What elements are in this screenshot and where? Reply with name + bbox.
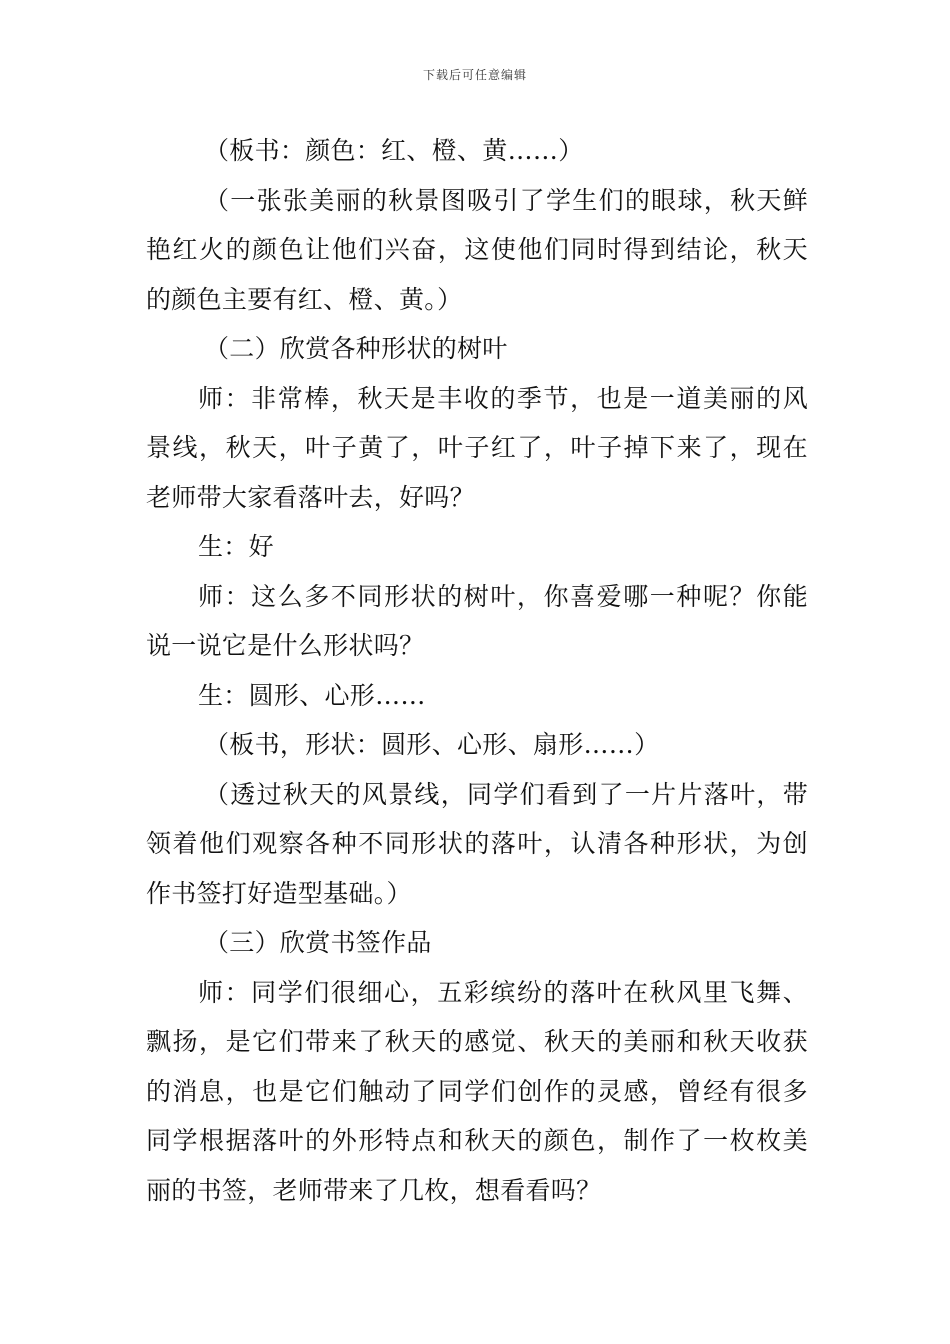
paragraph-board-colors bbox=[146, 126, 808, 176]
section-heading-3 bbox=[146, 918, 808, 968]
paragraph-note-autumn-pictures bbox=[146, 176, 808, 325]
text-line: 说一说它是什么形状吗？ bbox=[146, 631, 425, 660]
text-line: 丽的书签，老师带来了几枚，想看看吗？ bbox=[146, 1175, 602, 1205]
text-line: 师：这么多不同形状的树叶，你喜爱哪一种呢？你能 bbox=[198, 581, 808, 611]
text-line: 景线，秋天，叶子黄了，叶子红了，叶子掉下来了，现在 bbox=[146, 433, 808, 462]
paragraph-teacher-3 bbox=[146, 968, 808, 1216]
document-body bbox=[146, 126, 808, 1215]
text-line: 生：好 bbox=[198, 532, 274, 561]
text-line: （三）欣赏书签作品 bbox=[204, 928, 432, 957]
section-heading-2 bbox=[146, 324, 808, 374]
paragraph-student-2 bbox=[146, 671, 808, 721]
text-line: 同学根据落叶的外形特点和秋天的颜色，制作了一枚枚美 bbox=[146, 1126, 808, 1155]
text-line: 生：圆形、心形…… bbox=[198, 680, 426, 710]
text-line: 老师带大家看落叶去，好吗？ bbox=[146, 482, 475, 512]
text-line: 飘扬，是它们带来了秋天的感觉、秋天的美丽和秋天收获 bbox=[146, 1027, 808, 1056]
paragraph-note-leaves bbox=[146, 770, 808, 919]
paragraph-student-1 bbox=[146, 522, 808, 572]
paragraph-teacher-2 bbox=[146, 572, 808, 671]
text-line: 领着他们观察各种不同形状的落叶，认清各种形状，为创 bbox=[146, 829, 808, 858]
text-line: 作书签打好造型基础。） bbox=[146, 878, 412, 908]
text-line: （板书，形状：圆形、心形、扇形……） bbox=[204, 730, 660, 759]
text-line: 师：同学们很细心，五彩缤纷的落叶在秋风里飞舞、 bbox=[198, 977, 808, 1007]
text-line: （二）欣赏各种形状的树叶 bbox=[204, 334, 508, 363]
text-line: 师：非常棒，秋天是丰收的季节，也是一道美丽的风 bbox=[198, 383, 808, 413]
text-line: （板书：颜色：红、橙、黄……） bbox=[204, 136, 584, 165]
text-line: （透过秋天的风景线，同学们看到了一片片落叶，带 bbox=[204, 779, 808, 809]
text-line: 的消息，也是它们触动了同学们创作的灵感，曾经有很多 bbox=[146, 1076, 808, 1106]
paragraph-board-shapes bbox=[146, 720, 808, 770]
page-header: 下载后可任意编辑 bbox=[422, 68, 527, 82]
text-line: 的颜色主要有红、橙、黄。） bbox=[146, 284, 463, 314]
paragraph-teacher-1 bbox=[146, 374, 808, 523]
text-line: （一张张美丽的秋景图吸引了学生们的眼球，秋天鲜 bbox=[204, 185, 808, 215]
text-line: 艳红火的颜色让他们兴奋，这使他们同时得到结论，秋天 bbox=[146, 235, 808, 264]
